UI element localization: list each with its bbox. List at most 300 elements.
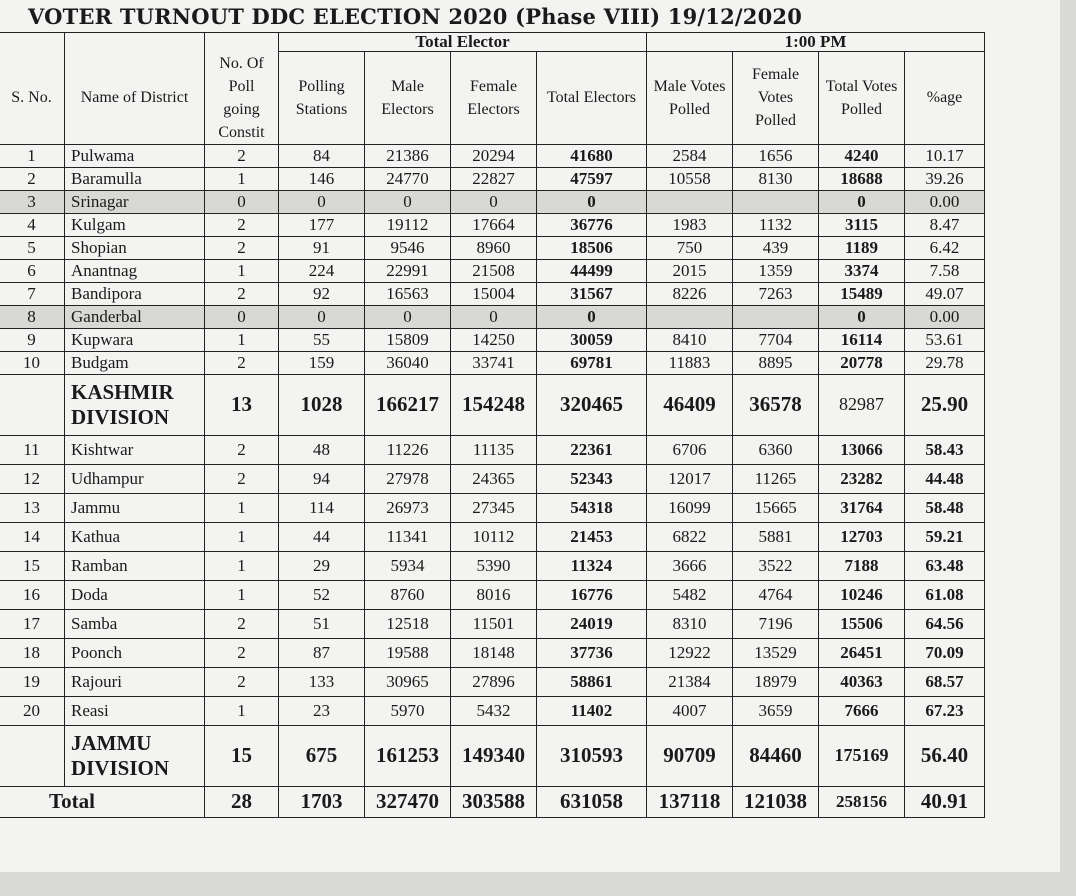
cell-total-polled: 1189 [819, 236, 905, 259]
header-male-polled: Male Votes Polled [647, 52, 733, 145]
cell-pct: 67.23 [905, 696, 985, 725]
cell-stations: 44 [279, 522, 365, 551]
cell-sno: 10 [0, 351, 65, 374]
cell-male: 16563 [365, 282, 451, 305]
cell-total: 52343 [537, 464, 647, 493]
cell-sno: 3 [0, 190, 65, 213]
cell-constit: 1 [205, 328, 279, 351]
cell-female: 27345 [451, 493, 537, 522]
cell-female-polled: 1132 [733, 213, 819, 236]
cell-male-polled: 2584 [647, 144, 733, 167]
document-title: VOTER TURNOUT DDC ELECTION 2020 (Phase VIII) 19/12/2020 [28, 4, 803, 29]
cell-female: 27896 [451, 667, 537, 696]
cell-pct: 7.58 [905, 259, 985, 282]
cell-female: 14250 [451, 328, 537, 351]
cell-total-polled: 0 [819, 190, 905, 213]
cell-male: 12518 [365, 609, 451, 638]
cell-female: 10112 [451, 522, 537, 551]
cell-constit: 2 [205, 667, 279, 696]
cell-stations: 23 [279, 696, 365, 725]
cell-female-polled: 13529 [733, 638, 819, 667]
cell-total: 41680 [537, 144, 647, 167]
cell-male-polled: 6706 [647, 435, 733, 464]
cell-constit: 1 [205, 696, 279, 725]
cell-district: Baramulla [65, 167, 205, 190]
cell-pct: 64.56 [905, 609, 985, 638]
header-blank [0, 33, 65, 52]
cell-district: Jammu [65, 493, 205, 522]
cell-male-polled: 8310 [647, 609, 733, 638]
cell-male-polled: 46409 [647, 374, 733, 435]
cell-pct: 56.40 [905, 725, 985, 786]
cell-female-polled: 7196 [733, 609, 819, 638]
cell-male-polled: 10558 [647, 167, 733, 190]
cell-male: 5934 [365, 551, 451, 580]
cell-constit: 15 [205, 725, 279, 786]
cell-female-polled: 3522 [733, 551, 819, 580]
cell-total-polled: 3374 [819, 259, 905, 282]
cell-constit: 2 [205, 213, 279, 236]
cell-total-polled: 15506 [819, 609, 905, 638]
cell-male-polled: 2015 [647, 259, 733, 282]
table-row [0, 351, 985, 374]
cell-total-polled: 3115 [819, 213, 905, 236]
table-row [0, 236, 985, 259]
cell-total-polled: 40363 [819, 667, 905, 696]
cell-constit: 0 [205, 190, 279, 213]
cell-stations: 0 [279, 190, 365, 213]
cell-male: 30965 [365, 667, 451, 696]
cell-sno: 16 [0, 580, 65, 609]
cell-female-polled: 8895 [733, 351, 819, 374]
cell-male-polled: 8226 [647, 282, 733, 305]
cell-total: 30059 [537, 328, 647, 351]
cell-female-polled: 11265 [733, 464, 819, 493]
cell-district: Ramban [65, 551, 205, 580]
cell-male: 36040 [365, 351, 451, 374]
cell-pct: 29.78 [905, 351, 985, 374]
cell-male: 0 [365, 305, 451, 328]
cell-male-polled: 1983 [647, 213, 733, 236]
cell-district: Shopian [65, 236, 205, 259]
cell-total: 18506 [537, 236, 647, 259]
cell-female-polled: 7704 [733, 328, 819, 351]
cell-total: 54318 [537, 493, 647, 522]
cell-male-polled: 8410 [647, 328, 733, 351]
cell-constit: 1 [205, 259, 279, 282]
cell-district: Samba [65, 609, 205, 638]
cell-sno: 14 [0, 522, 65, 551]
cell-male: 0 [365, 190, 451, 213]
table-row [0, 305, 985, 328]
cell-total: 36776 [537, 213, 647, 236]
cell-constit: 2 [205, 236, 279, 259]
division-name-line2: DIVISION [71, 755, 170, 780]
cell-total: 22361 [537, 435, 647, 464]
cell-pct: 68.57 [905, 667, 985, 696]
cell-female: 24365 [451, 464, 537, 493]
cell-female-polled: 1359 [733, 259, 819, 282]
cell-total-polled: 20778 [819, 351, 905, 374]
cell-constit: 0 [205, 305, 279, 328]
header-stations: Polling Stations [279, 52, 365, 145]
header-constit: No. Of Poll going Constit [205, 52, 279, 145]
cell-male-polled: 4007 [647, 696, 733, 725]
cell-constit: 1 [205, 580, 279, 609]
cell-stations: 91 [279, 236, 365, 259]
header-district: Name of District [65, 52, 205, 145]
cell-sno: 17 [0, 609, 65, 638]
table-row [0, 259, 985, 282]
header-male: Male Electors [365, 52, 451, 145]
cell-female-polled: 84460 [733, 725, 819, 786]
table-row [0, 464, 985, 493]
cell-stations: 94 [279, 464, 365, 493]
grand-total-label: Total [0, 786, 205, 817]
cell-male-polled: 16099 [647, 493, 733, 522]
cell-male-polled: 21384 [647, 667, 733, 696]
cell-female-polled [733, 305, 819, 328]
cell-female: 21508 [451, 259, 537, 282]
cell-male-polled: 750 [647, 236, 733, 259]
cell-total: 24019 [537, 609, 647, 638]
turnout-table [0, 32, 985, 818]
cell-male-polled [647, 190, 733, 213]
cell-sno: 11 [0, 435, 65, 464]
cell-male: 15809 [365, 328, 451, 351]
cell-female: 17664 [451, 213, 537, 236]
cell-total: 631058 [537, 786, 647, 817]
cell-constit: 2 [205, 464, 279, 493]
cell-sno: 19 [0, 667, 65, 696]
cell-male-polled: 3666 [647, 551, 733, 580]
cell-constit: 1 [205, 551, 279, 580]
cell-female: 33741 [451, 351, 537, 374]
cell-female: 5432 [451, 696, 537, 725]
cell-male: 22991 [365, 259, 451, 282]
cell-stations: 177 [279, 213, 365, 236]
cell-sno: 18 [0, 638, 65, 667]
cell-constit: 1 [205, 493, 279, 522]
cell-female-polled: 3659 [733, 696, 819, 725]
cell-total-polled: 258156 [819, 786, 905, 817]
cell-district: Udhampur [65, 464, 205, 493]
cell-stations: 1028 [279, 374, 365, 435]
cell-female: 303588 [451, 786, 537, 817]
table-row [0, 213, 985, 236]
cell-female: 8016 [451, 580, 537, 609]
cell-total-polled: 175169 [819, 725, 905, 786]
header-female-polled: Female Votes Polled [733, 52, 819, 145]
cell-pct: 8.47 [905, 213, 985, 236]
cell-stations: 55 [279, 328, 365, 351]
cell-pct: 53.61 [905, 328, 985, 351]
cell-total-polled: 16114 [819, 328, 905, 351]
cell-district: Kishtwar [65, 435, 205, 464]
cell-female-polled [733, 190, 819, 213]
cell-constit: 13 [205, 374, 279, 435]
cell-district: Doda [65, 580, 205, 609]
cell-total: 37736 [537, 638, 647, 667]
cell-female-polled: 1656 [733, 144, 819, 167]
table-row [0, 190, 985, 213]
cell-male-polled: 12922 [647, 638, 733, 667]
cell-female: 11135 [451, 435, 537, 464]
cell-sno: 4 [0, 213, 65, 236]
cell-district: Ganderbal [65, 305, 205, 328]
cell-female: 8960 [451, 236, 537, 259]
cell-stations: 114 [279, 493, 365, 522]
header-group-row [0, 33, 985, 52]
cell-total-polled: 15489 [819, 282, 905, 305]
cell-total: 44499 [537, 259, 647, 282]
cell-female: 22827 [451, 167, 537, 190]
cell-district: Poonch [65, 638, 205, 667]
cell-female-polled: 36578 [733, 374, 819, 435]
cell-total-polled: 82987 [819, 374, 905, 435]
cell-female-polled: 6360 [733, 435, 819, 464]
cell-stations: 29 [279, 551, 365, 580]
cell-pct: 70.09 [905, 638, 985, 667]
cell-sno: 9 [0, 328, 65, 351]
table-row [0, 696, 985, 725]
cell-pct: 10.17 [905, 144, 985, 167]
kashmir-rows [0, 144, 985, 374]
cell-total: 0 [537, 305, 647, 328]
cell-constit: 2 [205, 435, 279, 464]
cell-sno: 15 [0, 551, 65, 580]
cell-district: Budgam [65, 351, 205, 374]
cell-female: 5390 [451, 551, 537, 580]
cell-total: 0 [537, 190, 647, 213]
cell-female: 0 [451, 305, 537, 328]
cell-male-polled: 90709 [647, 725, 733, 786]
cell-female-polled: 8130 [733, 167, 819, 190]
cell-pct: 58.43 [905, 435, 985, 464]
cell-female: 18148 [451, 638, 537, 667]
kashmir-division-row [0, 374, 985, 435]
cell-total-polled: 4240 [819, 144, 905, 167]
cell-male: 19112 [365, 213, 451, 236]
table-row [0, 167, 985, 190]
cell-sno: 20 [0, 696, 65, 725]
cell-district: Bandipora [65, 282, 205, 305]
cell-constit: 2 [205, 282, 279, 305]
cell-constit: 1 [205, 167, 279, 190]
cell-male: 9546 [365, 236, 451, 259]
cell-female-polled: 4764 [733, 580, 819, 609]
cell-male: 11226 [365, 435, 451, 464]
cell-male: 8760 [365, 580, 451, 609]
cell-total: 47597 [537, 167, 647, 190]
cell-total-polled: 10246 [819, 580, 905, 609]
cell-pct: 25.90 [905, 374, 985, 435]
cell-district: Reasi [65, 696, 205, 725]
table-row [0, 282, 985, 305]
header-time: 1:00 PM [647, 33, 985, 52]
cell-male-polled: 12017 [647, 464, 733, 493]
table-row [0, 551, 985, 580]
grand-total-row [0, 786, 985, 817]
cell-district: Pulwama [65, 144, 205, 167]
cell-constit: 1 [205, 522, 279, 551]
table-row [0, 522, 985, 551]
cell-pct: 44.48 [905, 464, 985, 493]
cell-female-polled: 7263 [733, 282, 819, 305]
cell-total-polled: 18688 [819, 167, 905, 190]
cell-total: 58861 [537, 667, 647, 696]
cell-sno: 12 [0, 464, 65, 493]
table-row [0, 435, 985, 464]
cell-sno: 8 [0, 305, 65, 328]
header-sno: S. No. [0, 52, 65, 145]
cell-pct: 61.08 [905, 580, 985, 609]
division-name-line1: KASHMIR [71, 379, 174, 404]
cell-total-polled: 13066 [819, 435, 905, 464]
cell-sno [0, 374, 65, 435]
cell-total: 310593 [537, 725, 647, 786]
cell-pct: 49.07 [905, 282, 985, 305]
cell-total: 69781 [537, 351, 647, 374]
cell-stations: 146 [279, 167, 365, 190]
cell-constit: 2 [205, 609, 279, 638]
jammu-division-row [0, 725, 985, 786]
cell-stations: 87 [279, 638, 365, 667]
cell-stations: 84 [279, 144, 365, 167]
cell-district: Anantnag [65, 259, 205, 282]
cell-stations: 0 [279, 305, 365, 328]
cell-constit: 28 [205, 786, 279, 817]
cell-male: 21386 [365, 144, 451, 167]
cell-female: 20294 [451, 144, 537, 167]
cell-district: Kupwara [65, 328, 205, 351]
cell-sno: 13 [0, 493, 65, 522]
cell-pct: 39.26 [905, 167, 985, 190]
header-total-elector: Total Elector [279, 33, 647, 52]
cell-total-polled: 26451 [819, 638, 905, 667]
cell-total: 16776 [537, 580, 647, 609]
cell-sno: 2 [0, 167, 65, 190]
cell-total-polled: 7666 [819, 696, 905, 725]
cell-male: 27978 [365, 464, 451, 493]
cell-male: 24770 [365, 167, 451, 190]
header-total: Total Electors [537, 52, 647, 145]
cell-pct: 59.21 [905, 522, 985, 551]
cell-total-polled: 0 [819, 305, 905, 328]
cell-total: 31567 [537, 282, 647, 305]
cell-male: 11341 [365, 522, 451, 551]
cell-district: Srinagar [65, 190, 205, 213]
cell-sno [0, 725, 65, 786]
cell-male: 5970 [365, 696, 451, 725]
cell-stations: 52 [279, 580, 365, 609]
cell-total-polled: 23282 [819, 464, 905, 493]
cell-female-polled: 5881 [733, 522, 819, 551]
cell-pct: 58.48 [905, 493, 985, 522]
cell-total: 11402 [537, 696, 647, 725]
table-row [0, 328, 985, 351]
table-row [0, 493, 985, 522]
cell-total: 320465 [537, 374, 647, 435]
header-total-polled: Total Votes Polled [819, 52, 905, 145]
cell-pct: 0.00 [905, 190, 985, 213]
cell-male: 166217 [365, 374, 451, 435]
cell-sno: 1 [0, 144, 65, 167]
header-female: Female Electors [451, 52, 537, 145]
table-row [0, 580, 985, 609]
cell-female: 15004 [451, 282, 537, 305]
cell-male-polled: 6822 [647, 522, 733, 551]
cell-district: Rajouri [65, 667, 205, 696]
table-row [0, 638, 985, 667]
division-name-line2: DIVISION [71, 404, 170, 429]
cell-district: Kathua [65, 522, 205, 551]
cell-male-polled: 137118 [647, 786, 733, 817]
cell-total: 11324 [537, 551, 647, 580]
cell-pct: 63.48 [905, 551, 985, 580]
header-pct: %age [905, 52, 985, 145]
cell-female-polled: 121038 [733, 786, 819, 817]
jammu-rows [0, 435, 985, 725]
cell-male: 327470 [365, 786, 451, 817]
cell-total: 21453 [537, 522, 647, 551]
header-row [0, 52, 985, 145]
cell-female: 149340 [451, 725, 537, 786]
cell-female: 11501 [451, 609, 537, 638]
cell-sno: 7 [0, 282, 65, 305]
cell-stations: 224 [279, 259, 365, 282]
table-row [0, 667, 985, 696]
cell-district: Kulgam [65, 213, 205, 236]
division-name-line1: JAMMU [71, 730, 152, 755]
cell-total-polled: 12703 [819, 522, 905, 551]
cell-sno: 6 [0, 259, 65, 282]
cell-male-polled [647, 305, 733, 328]
cell-constit: 2 [205, 144, 279, 167]
header-blank [205, 33, 279, 52]
cell-male-polled: 5482 [647, 580, 733, 609]
cell-stations: 159 [279, 351, 365, 374]
cell-sno: 5 [0, 236, 65, 259]
cell-male: 26973 [365, 493, 451, 522]
cell-female: 154248 [451, 374, 537, 435]
cell-stations: 48 [279, 435, 365, 464]
cell-stations: 92 [279, 282, 365, 305]
cell-male: 19588 [365, 638, 451, 667]
table-row [0, 609, 985, 638]
cell-stations: 1703 [279, 786, 365, 817]
cell-stations: 133 [279, 667, 365, 696]
division-name [65, 725, 205, 786]
cell-constit: 2 [205, 351, 279, 374]
cell-female-polled: 439 [733, 236, 819, 259]
table-row [0, 144, 985, 167]
cell-pct: 6.42 [905, 236, 985, 259]
header-blank [65, 33, 205, 52]
cell-stations: 675 [279, 725, 365, 786]
cell-male: 161253 [365, 725, 451, 786]
cell-stations: 51 [279, 609, 365, 638]
cell-total-polled: 31764 [819, 493, 905, 522]
cell-female-polled: 18979 [733, 667, 819, 696]
cell-constit: 2 [205, 638, 279, 667]
division-name [65, 374, 205, 435]
cell-pct: 0.00 [905, 305, 985, 328]
cell-male-polled: 11883 [647, 351, 733, 374]
cell-female: 0 [451, 190, 537, 213]
cell-female-polled: 15665 [733, 493, 819, 522]
cell-total-polled: 7188 [819, 551, 905, 580]
